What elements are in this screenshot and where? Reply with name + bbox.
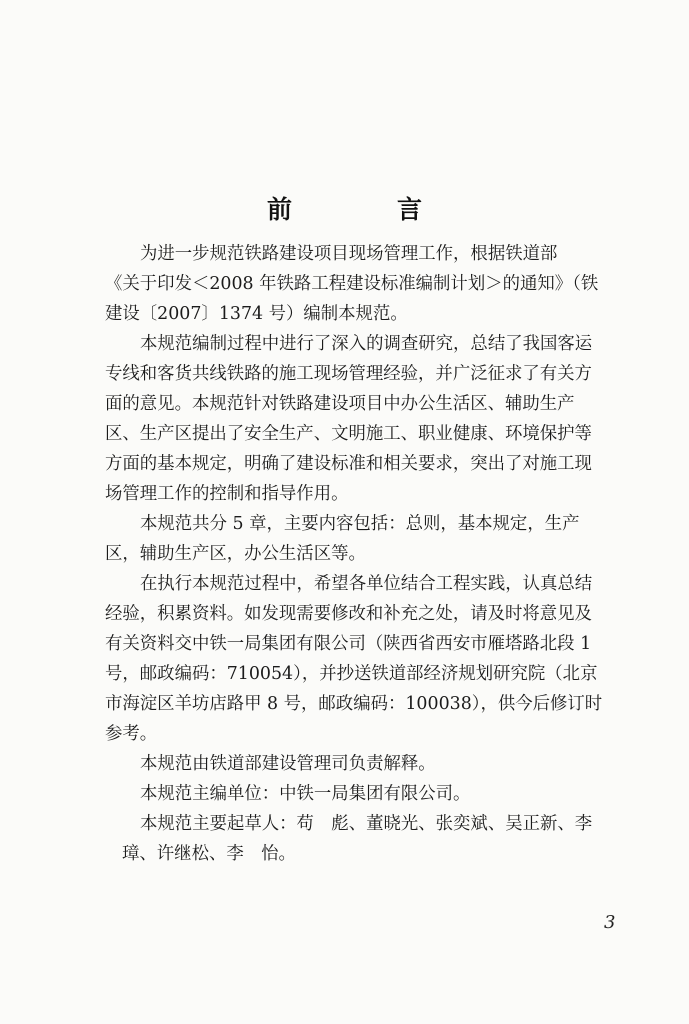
page-title: 前 言 bbox=[266, 195, 462, 224]
text-line: 本规范主编单位：中铁一局集团有限公司。 bbox=[140, 784, 471, 804]
text-line: 建设〔2007〕1374 号）编制本规范。 bbox=[105, 304, 408, 324]
text-line: 市海淀区羊坊店路甲 8 号，邮政编码：100038），供今后修订时 bbox=[105, 694, 603, 714]
text-line: 参考。 bbox=[105, 724, 158, 744]
text-line: 本规范主要起草人：苟 彪、董晓光、张奕斌、吴正新、李 bbox=[140, 814, 593, 834]
text-line: 璋、许继松、李 怡。 bbox=[122, 844, 296, 864]
text-line: 经验，积累资料。如发现需要修改和补充之处，请及时将意见及 bbox=[105, 604, 592, 624]
text-line: 本规范编制过程中进行了深入的调查研究，总结了我国客运 bbox=[140, 334, 593, 354]
text-line: 区，辅助生产区，办公生活区等。 bbox=[105, 544, 366, 564]
text-line: 《关于印发＜2008 年铁路工程建设标准编制计划＞的通知》（铁 bbox=[105, 274, 599, 294]
text-line: 面的意见。本规范针对铁路建设项目中办公生活区、辅助生产 bbox=[105, 394, 575, 414]
text-line: 为进一步规范铁路建设项目现场管理工作，根据铁道部 bbox=[140, 244, 558, 264]
text-line: 在执行本规范过程中，希望各单位结合工程实践，认真总结 bbox=[140, 574, 593, 594]
text-line: 方面的基本规定，明确了建设标准和相关要求，突出了对施工现 bbox=[105, 454, 592, 474]
text-line: 场管理工作的控制和指导作用。 bbox=[105, 484, 349, 504]
text-line: 区、生产区提出了安全生产、文明施工、职业健康、环境保护等 bbox=[105, 424, 592, 444]
page-number: 3 bbox=[604, 912, 616, 933]
preface-body bbox=[105, 239, 629, 869]
text-line: 本规范共分 5 章，主要内容包括：总则，基本规定，生产 bbox=[140, 514, 580, 534]
text-line: 本规范由铁道部建设管理司负责解释。 bbox=[140, 754, 436, 774]
text-line: 号，邮政编码：710054），并抄送铁道部经济规划研究院（北京 bbox=[105, 664, 598, 684]
text-line: 有关资料交中铁一局集团有限公司（陕西省西安市雁塔路北段 1 bbox=[105, 634, 592, 654]
text-line: 专线和客货共线铁路的施工现场管理经验，并广泛征求了有关方 bbox=[105, 364, 592, 384]
